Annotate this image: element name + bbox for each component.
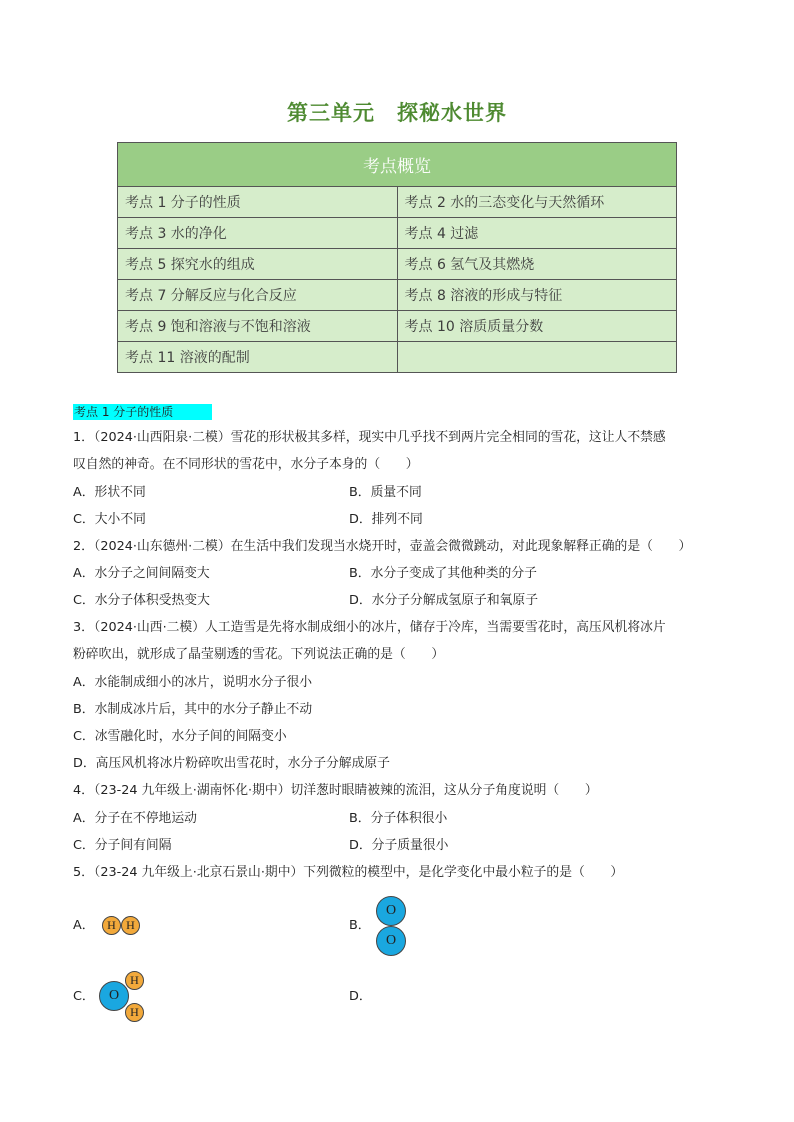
option-b: B．分子体积很小 [349,811,448,826]
oxygen-atom: O [376,896,406,926]
option-c: C．分子间有间隔 [73,838,172,853]
question-1-text-cont: 叹自然的神奇。在不同形状的雪花中，水分子本身的（ ） [73,457,419,472]
option-b: B．质量不同 [349,485,422,500]
hydrogen-atom: H [125,971,144,990]
table-row [118,218,677,249]
overview-header: 考点概览 [118,143,677,187]
table-cell: 考点 9 饱和溶液与不饱和溶液 [118,311,398,342]
question-2-text: 2．（2024·山东德州·二模）在生活中我们发现当水烧开时，壶盖会微微跳动，对此现象解释正确的是（ ） [73,539,692,554]
option-b: B．水制成冰片后，其中的水分子静止不动 [73,702,313,717]
table-cell [397,342,677,373]
option-d: D． [349,989,372,1004]
table-cell: 考点 8 溶液的形成与特征 [397,280,677,311]
option-d: D．排列不同 [349,512,423,527]
table-cell: 考点 4 过滤 [397,218,677,249]
option-d: D．分子质量很小 [349,838,449,853]
option-c: C． [73,989,95,1004]
option-c: C．水分子体积受热变大 [73,593,210,608]
option-a: A．形状不同 [73,485,146,500]
hydrogen-atom: H [102,916,121,935]
table-row [118,311,677,342]
option-b: B． [349,918,371,933]
option-d: D．水分子分解成氢原子和氧原子 [349,593,539,608]
table-row [118,342,677,373]
option-a: A． [73,918,95,933]
page-title: 第三单元 探秘水世界 [287,100,507,125]
overview-table [117,142,677,373]
table-cell: 考点 7 分解反应与化合反应 [118,280,398,311]
table-cell: 考点 3 水的净化 [118,218,398,249]
table-row [118,187,677,218]
table-cell: 考点 11 溶液的配制 [118,342,398,373]
option-a: A．水能制成细小的冰片，说明水分子很小 [73,675,313,690]
question-5-text: 5．（23-24 九年级上·北京石景山·期中）下列微粒的模型中，是化学变化中最小粒子的是（ ） [73,865,624,880]
question-3-text: 3．（2024·山西·二模）人工造雪是先将水制成细小的冰片，储存于冷库，当需要雪花时，高压风机将冰片 [73,620,666,635]
option-c: C．冰雪融化时，水分子间的间隔变小 [73,729,287,744]
table-row [118,280,677,311]
table-cell: 考点 6 氢气及其燃烧 [397,249,677,280]
question-1-text: 1．（2024·山西阳泉·二模）雪花的形状极其多样，现实中几乎找不到两片完全相同的雪花，这让人不禁感 [73,430,666,445]
oxygen-atom: O [99,981,129,1011]
table-row [118,249,677,280]
hydrogen-atom: H [125,1003,144,1022]
option-d: D．高压风机将冰片粉碎吹出雪花时，水分子分解成原子 [73,756,390,771]
section-heading: 考点 1 分子的性质 [73,404,212,420]
hydrogen-atom: H [121,916,140,935]
table-cell: 考点 1 分子的性质 [118,187,398,218]
option-c: C．大小不同 [73,512,146,527]
option-a: A．水分子之间间隔变大 [73,566,210,581]
oxygen-atom: O [376,926,406,956]
question-4-text: 4．（23-24 九年级上·湖南怀化·期中）切洋葱时眼睛被辣的流泪，这从分子角度说明（ ） [73,783,598,798]
question-3-text-cont: 粉碎吹出，就形成了晶莹剔透的雪花。下列说法正确的是（ ） [73,647,445,662]
option-a: A．分子在不停地运动 [73,811,197,826]
table-cell: 考点 2 水的三态变化与天然循环 [397,187,677,218]
table-cell: 考点 10 溶质质量分数 [397,311,677,342]
option-b: B．水分子变成了其他种类的分子 [349,566,537,581]
table-cell: 考点 5 探究水的组成 [118,249,398,280]
